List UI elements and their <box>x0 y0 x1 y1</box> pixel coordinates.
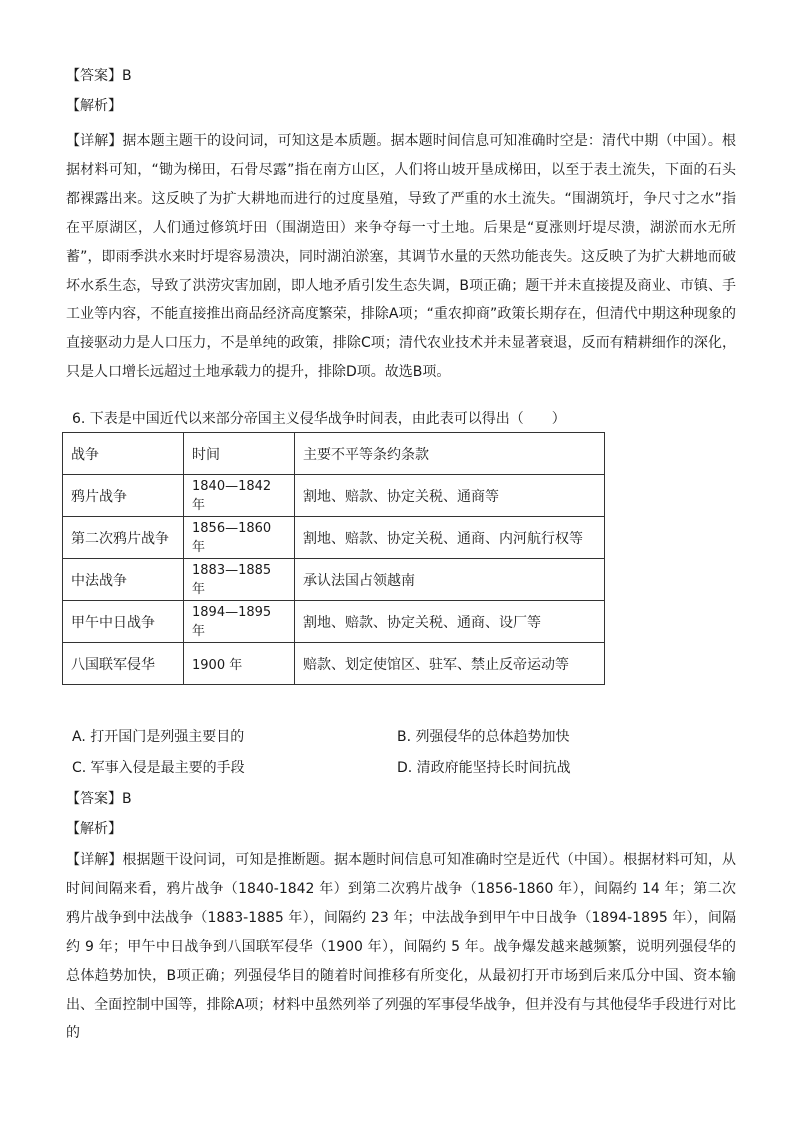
table-header-row <box>63 433 605 475</box>
table-header-time: 时间 <box>184 433 295 475</box>
table-header-war: 战争 <box>63 433 184 475</box>
q6-option-b: B. 列强侵华的总体趋势加快 <box>397 729 570 745</box>
table-cell-terms: 赔款、划定使馆区、驻军、禁止反帝运动等 <box>295 643 605 685</box>
table-cell-war: 八国联军侵华 <box>63 643 184 685</box>
table-cell-time: 1883—1885 年 <box>184 559 295 601</box>
table-cell-terms: 割地、赔款、协定关税、通商、设厂等 <box>295 601 605 643</box>
table-cell-war: 第二次鸦片战争 <box>63 517 184 559</box>
q6-stem: 6. 下表是中国近代以来部分帝国主义侵华战争时间表，由此表可以得出（ ） <box>72 411 566 427</box>
table-row <box>63 601 605 643</box>
q6-option-d: D. 清政府能坚持长时间抗战 <box>397 760 571 776</box>
table-cell-time: 1840—1842 年 <box>184 475 295 517</box>
table-cell-time: 1900 年 <box>184 643 295 685</box>
q5-analysis-label: 【解析】 <box>66 98 122 114</box>
q6-table <box>62 432 605 685</box>
table-header-terms: 主要不平等条约条款 <box>295 433 605 475</box>
table-cell-war: 甲午中日战争 <box>63 601 184 643</box>
q6-detail: 【详解】根据题干设问词，可知是推断题。据本题时间信息可知准确时空是近代（中国）。根据材料可知，从时间间隔来看，鸦片战争（1840-1842 年）到第二次鸦片战争（1856-1860 年），间隔约 14 年；第二次鸦片战争到中法战争（1883-1885 年），间隔约 23 年；中法战争到甲午中日战争（1894-1895 年），间隔约 9 年；甲午中日战争到八国联军侵华（1900 年），间隔约 5 年。战争爆发越来越频繁，说明列强侵华的总体趋势加快，B项正确；列强侵华目的随着时间推移有所变化，从最初打开市场到后来瓜分中国、资本输出、全面控制中国等，排除A项；材料中虽然列举了列强的军事侵华战争，但并没有与其他侵华手段进行对比的 <box>66 852 736 1042</box>
q5-answer: 【答案】B <box>66 68 132 84</box>
table-cell-terms: 割地、赔款、协定关税、通商、内河航行权等 <box>295 517 605 559</box>
table-row <box>63 643 605 685</box>
table-cell-war: 鸦片战争 <box>63 475 184 517</box>
q6-option-a: A. 打开国门是列强主要目的 <box>72 729 245 745</box>
q5-detail: 【详解】据本题主题干的设问词，可知这是本质题。据本题时间信息可知准确时空是：清代中期（中国）。根据材料可知，“锄为梯田，石骨尽露”指在南方山区，人们将山坡开垦成梯田，以至于表土流失，下面的石头都裸露出来。这反映了为扩大耕地而进行的过度垦殖，导致了严重的水土流失。“围湖筑圩，争尺寸之水”指在平原湖区，人们通过修筑圩田（围湖造田）来争夺每一寸土地。后果是“夏涨则圩堤尽溃，湖淤而水无所蓄”，即雨季洪水来时圩堤容易溃决，同时湖泊淤塞，其调节水量的天然功能丧失。这反映了为扩大耕地而破坏水系生态，导致了洪涝灾害加剧，即人地矛盾引发生态失调，B项正确；题干并未直接提及商业、市镇、手工业等内容，不能直接推出商品经济高度繁荣，排除A项；“重农抑商”政策长期存在，但清代中期这种现象的直接驱动力是人口压力，不是单纯的政策，排除C项；清代农业技术并未显著衰退，反而有精耕细作的深化，只是人口增长远超过土地承载力的提升，排除D项。故选B项。 <box>66 133 736 381</box>
q6-answer: 【答案】B <box>66 791 132 807</box>
table-cell-terms: 承认法国占领越南 <box>295 559 605 601</box>
table-row <box>63 475 605 517</box>
q6-analysis-label: 【解析】 <box>66 821 122 837</box>
table-cell-terms: 割地、赔款、协定关税、通商等 <box>295 475 605 517</box>
table-row <box>63 517 605 559</box>
table-cell-time: 1894—1895 年 <box>184 601 295 643</box>
q6-option-c: C. 军事入侵是最主要的手段 <box>72 760 245 776</box>
table-row <box>63 559 605 601</box>
table-cell-war: 中法战争 <box>63 559 184 601</box>
table-cell-time: 1856—1860 年 <box>184 517 295 559</box>
